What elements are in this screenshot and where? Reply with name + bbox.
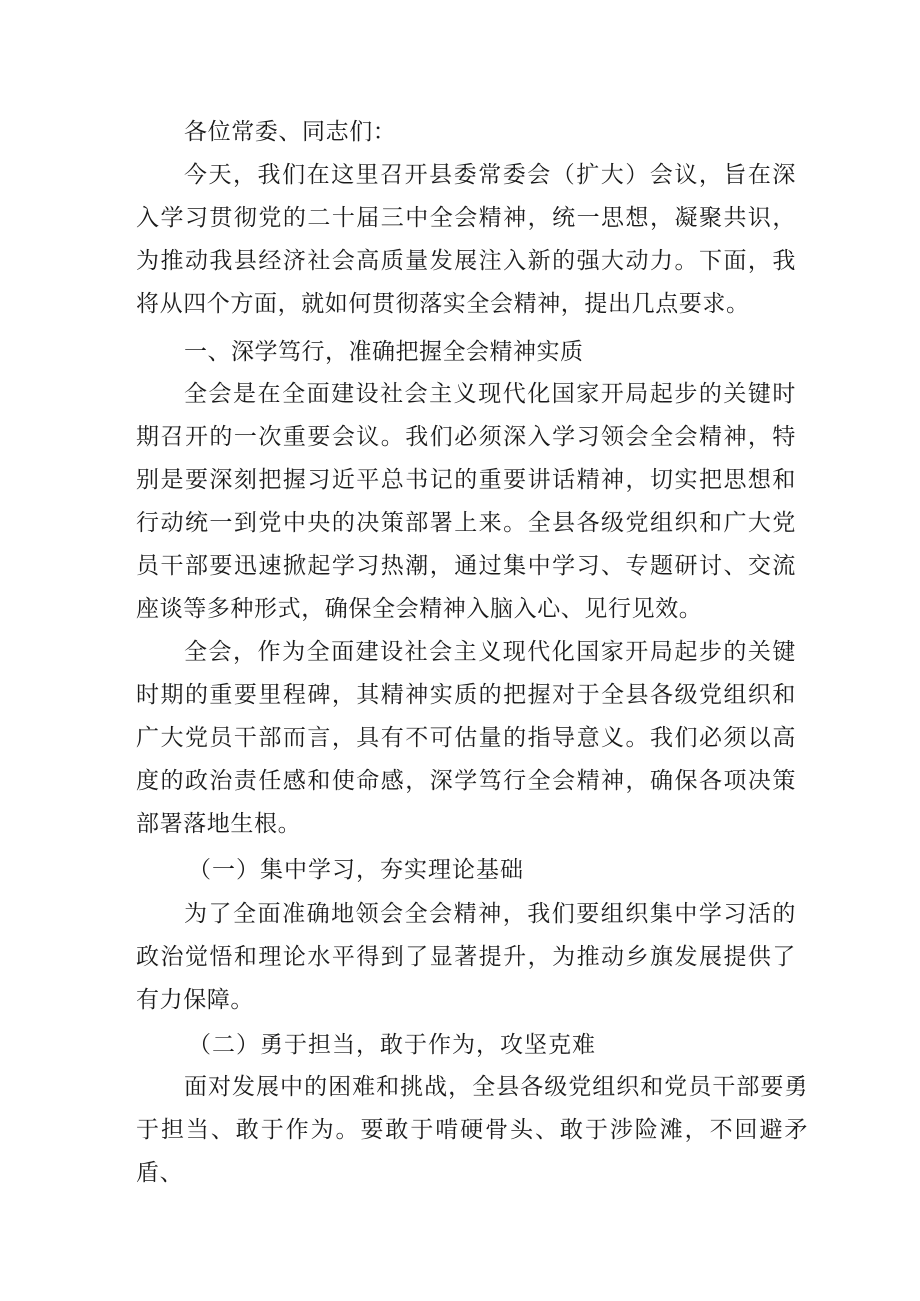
section1-paragraph-1: 全会是在全面建设社会主义现代化国家开局起步的关键时期召开的一次重要会议。我们必须深入学习领会全会精神，特别是要深刻把握习近平总书记的重要讲话精神，切实把思想和行动统一到党中央的决策部署上来。全县各级党组织和广大党员干部要迅速掀起学习热潮，通过集中学习、专题研讨、交流座谈等多种形式，确保全会精神入脑入心、见行见效。 [136, 381, 796, 622]
subsection-heading-2: （二）勇于担当，敢于作为，攻坚克难 [188, 1032, 596, 1058]
intro-paragraph: 今天，我们在这里召开县委常委会（扩大）会议，旨在深入学习贯彻党的二十届三中全会精神，统一思想，凝聚共识，为推动我县经济社会高质量发展注入新的强大动力。下面，我将从四个方面，就如何贯彻落实全会精神，提出几点要求。 [136, 162, 796, 317]
section-heading-1: 一、深学笃行，准确把握全会精神实质 [184, 339, 584, 365]
subsection-heading-1: （一）集中学习，夯实理论基础 [188, 857, 524, 883]
subsection1-paragraph: 为了全面准确地领会全会精神，我们要组织集中学习活的政治觉悟和理论水平得到了显著提升，为推动乡旗发展提供了有力保障。 [136, 901, 796, 1013]
salutation: 各位常委、同志们： [184, 119, 397, 145]
subsection2-paragraph: 面对发展中的困难和挑战，全县各级党组织和党员干部要勇于担当、敢于作为。要敢于啃硬骨头、敢于涉险滩，不回避矛盾、 [136, 1074, 808, 1186]
section1-paragraph-2: 全会，作为全面建设社会主义现代化国家开局起步的关键时期的重要里程碑，其精神实质的把握对于全县各级党组织和广大党员干部而言，具有不可估量的指导意义。我们必须以高度的政治责任感和使命感，深学笃行全会精神，确保各项决策部署落地生根。 [136, 639, 796, 837]
